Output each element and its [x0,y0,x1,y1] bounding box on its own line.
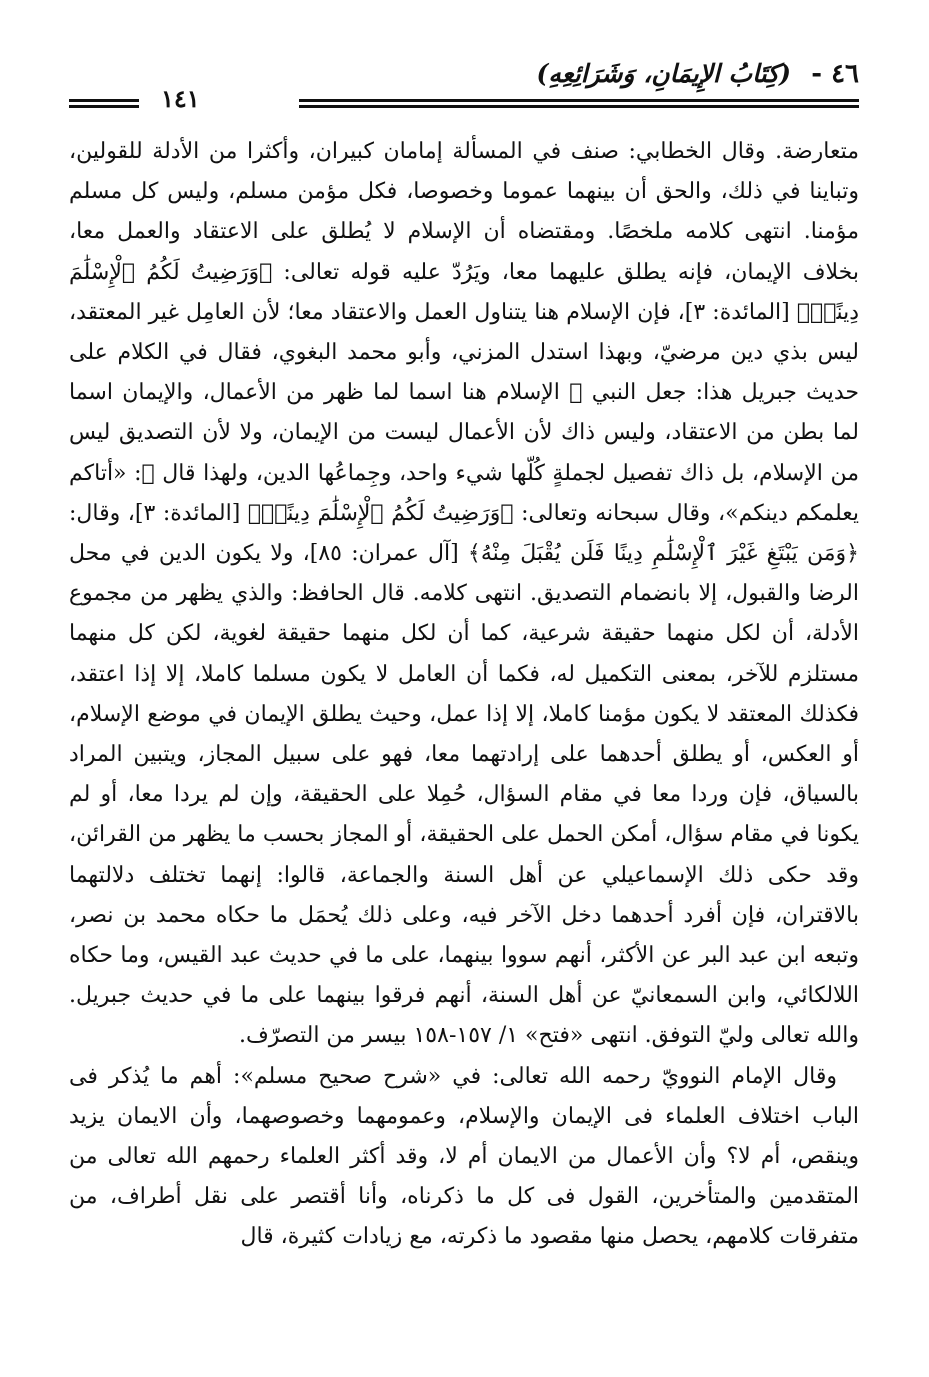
page-body [69,132,859,1258]
page-number: ٤٦ - [811,59,859,89]
paragraph-1: متعارضة. وقال الخطابي: صنف في المسألة إمامان كبيران، وأكثرا من الأدلة للقولين، وتباينا في ذلك، والحق أن بينهما عموما وخصوصا، فكل مؤمن مسلم، وليس كل مسلم مؤمنا. انتهى كلامه ملخصًا. ومقتضاه أن الإسلام لا يُطلق على الاعتقاد والعمل معا، بخلاف الإيمان، فإنه يطلق عليهما معا، ويَرُدّ عليه قوله تعالى: ﴿وَرَضِيتُ لَكُمُ ٱلْإِسْلَٰمَ دِينًاۚ﴾ [المائدة: ٣]، فإن الإسلام هنا يتناول العمل والاعتقاد معا؛ لأن العامِل غير المعتقد، ليس بذي دين مرضيّ، وبهذا استدل المزني، وأبو محمد البغوي، فقال في الكلام على حديث جبريل هذا: جعل النبي ﷺ الإسلام هنا اسما لما ظهر من الأعمال، والإيمان اسما لما بطن من الاعتقاد، وليس ذاك لأن الأعمال ليست من الإيمان، ولا لأن التصديق ليس من الإسلام، بل ذاك تفصيل لجملةٍ كُلّها شيء واحد، وجِماعُها الدين، ولهذا قال ﷺ: «أتاكم يعلمكم دينكم»، وقال سبحانه وتعالى: ﴿وَرَضِيتُ لَكُمُ ٱلْإِسْلَٰمَ دِينًاۚ﴾ [المائدة: ٣]، وقال: ﴿وَمَن يَبْتَغِ غَيْرَ ٱلْإِسْلَٰمِ دِينًا فَلَن يُقْبَلَ مِنْهُ﴾ [آل عمران: ٨٥]، ولا يكون الدين في محل الرضا والقبول، إلا بانضمام التصديق. انتهى كلامه. قال الحافظ: والذي يظهر من مجموع الأدلة، أن لكل منهما حقيقة شرعية، كما أن لكل منهما حقيقة لغوية، لكن كل منهما مستلزم للآخر، بمعنى التكميل له، فكما أن العامل لا يكون مسلما كاملا، إلا إذا اعتقد، فكذلك المعتقد لا يكون مؤمنا كاملا، إلا إذا عمل، وحيث يطلق الإيمان في موضع الإسلام، أو العكس، أو يطلق أحدهما على إرادتهما معا، فهو على سبيل المجاز، ويتبين المراد بالسياق، فإن وردا معا في مقام السؤال، حُمِلا على الحقيقة، وإن لم يردا معا، أو لم يكونا في مقام سؤال، أمكن الحمل على الحقيقة، أو المجاز بحسب ما يظهر من القرائن، وقد حكى ذلك الإسماعيلي عن أهل السنة والجماعة، قالوا: إنهما تختلف دلالتهما بالاقتران، فإن أفرد أحدهما دخل الآخر فيه، وعلى ذلك يُحمَل ما حكاه محمد بن نصر، وتبعه ابن عبد البر عن الأكثر، أنهم سووا بينهما، على ما في حديث عبد القيس، وما حكاه اللالكائي، وابن السمعانيّ عن أهل السنة، أنهم فرقوا بينهما على ما في حديث جبريل. والله تعالى وليّ التوفق. انتهى «فتح» ١/ ١٥٧-١٥٨ بيسر من التصرّف. [69,139,860,1049]
header-divider-long [299,99,859,108]
book-title: (كِتَابُ الإِيمَانِ، وَشَرَائِعِهِ) [536,59,791,88]
header-rule [69,84,859,115]
header-divider-short [69,99,139,108]
paragraph-2: وقال الإمام النوويّ رحمه الله تعالى: في «شرح صحيح مسلم»: أهم ما يُذكر فى الباب اختلاف العلماء فى الإيمان والإسلام، وعمومهما وخصوصهما، وأن الايمان يزيد وينقص، أم لا؟ وأن الأعمال من الايمان أم لا، وقد أكثر العلماء رحمهم الله تعالى من المتقدمين والمتأخرين، القول فى كل ما ذكرناه، وأنا أقتصر على نقل أطراف، من متفرقات كلامهم، يحصل منها مقصود ما ذكرته، مع زيادات كثيرة، قال [69,1063,859,1250]
volume-page-number: ١٤١ [161,84,200,113]
